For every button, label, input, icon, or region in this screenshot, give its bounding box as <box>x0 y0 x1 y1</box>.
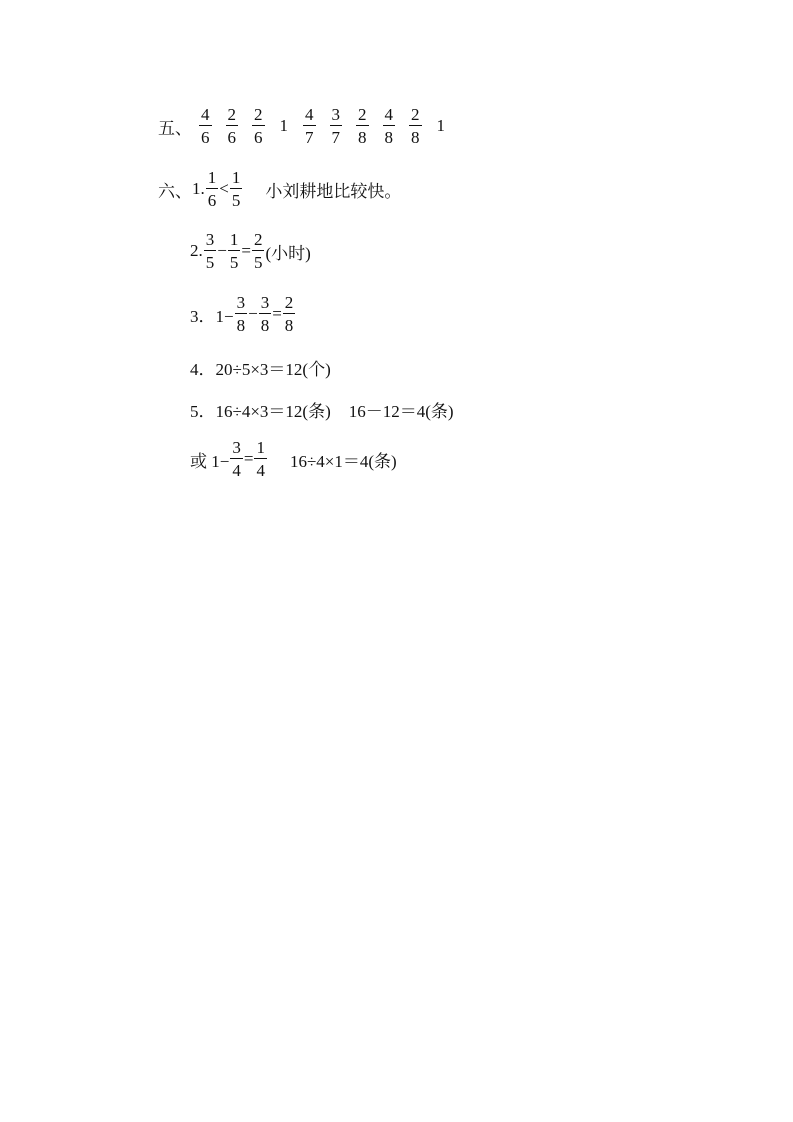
whole-number: 1 <box>436 116 445 135</box>
fraction: $\frac{4}{7}$ <box>305 105 314 147</box>
fraction: $\frac{3}{5}$ <box>205 230 215 272</box>
fraction: $\frac{2}{8}$ <box>284 293 294 335</box>
fraction: $\frac{3}{4}$ <box>232 438 241 480</box>
operator: − <box>248 304 258 323</box>
equation-text: 4．20÷5×3＝12(个) <box>190 359 331 379</box>
fraction: $\frac{2}{5}$ <box>253 230 263 272</box>
fraction: $\frac{2}{6}$ <box>254 105 263 147</box>
question-number: 1. <box>192 179 205 198</box>
conclusion-text: 小刘耕地比较快。 <box>265 181 402 201</box>
fraction: $\frac{2}{8}$ <box>358 105 367 147</box>
operator: − <box>217 241 227 260</box>
section-5-label: 五、 <box>158 118 192 138</box>
fraction: $\frac{1}{4}$ <box>256 438 265 480</box>
equation-text: 5．16÷4×3＝12(条) <box>190 401 331 421</box>
section-6-q3 <box>190 289 296 339</box>
whole-number: 1 <box>279 116 288 135</box>
section-6-label: 六、 <box>158 181 192 201</box>
fraction: $\frac{4}{6}$ <box>201 105 210 147</box>
fraction: $\frac{2}{6}$ <box>227 105 236 147</box>
unit-text: (小时) <box>265 243 311 263</box>
fraction: $\frac{4}{8}$ <box>384 105 393 147</box>
operator: = <box>272 304 282 323</box>
fraction: $\frac{1}{6}$ <box>207 168 217 210</box>
fraction: $\frac{1}{5}$ <box>229 230 239 272</box>
operator: = <box>241 241 251 260</box>
section-6-q5 <box>190 384 454 434</box>
operator: = <box>243 449 254 468</box>
fraction: $\frac{1}{5}$ <box>231 168 241 210</box>
section-6-q5-alt <box>190 434 397 484</box>
alt-prefix: 或 1− <box>190 451 230 471</box>
fraction: $\frac{3}{8}$ <box>260 293 270 335</box>
fraction: $\frac{3}{8}$ <box>236 293 246 335</box>
question-number: 2. <box>190 241 203 260</box>
section-5-answers <box>158 101 453 151</box>
fraction: $\frac{3}{7}$ <box>331 105 340 147</box>
equation-text: 16－12＝4(条) <box>348 401 454 421</box>
question-number: 3．1− <box>190 306 234 326</box>
fraction: $\frac{2}{8}$ <box>411 105 420 147</box>
section-6-q2 <box>190 226 311 276</box>
equation-text: 16÷4×1＝4(条) <box>289 451 397 471</box>
section-6-q1 <box>158 164 401 214</box>
operator: < <box>219 179 229 198</box>
